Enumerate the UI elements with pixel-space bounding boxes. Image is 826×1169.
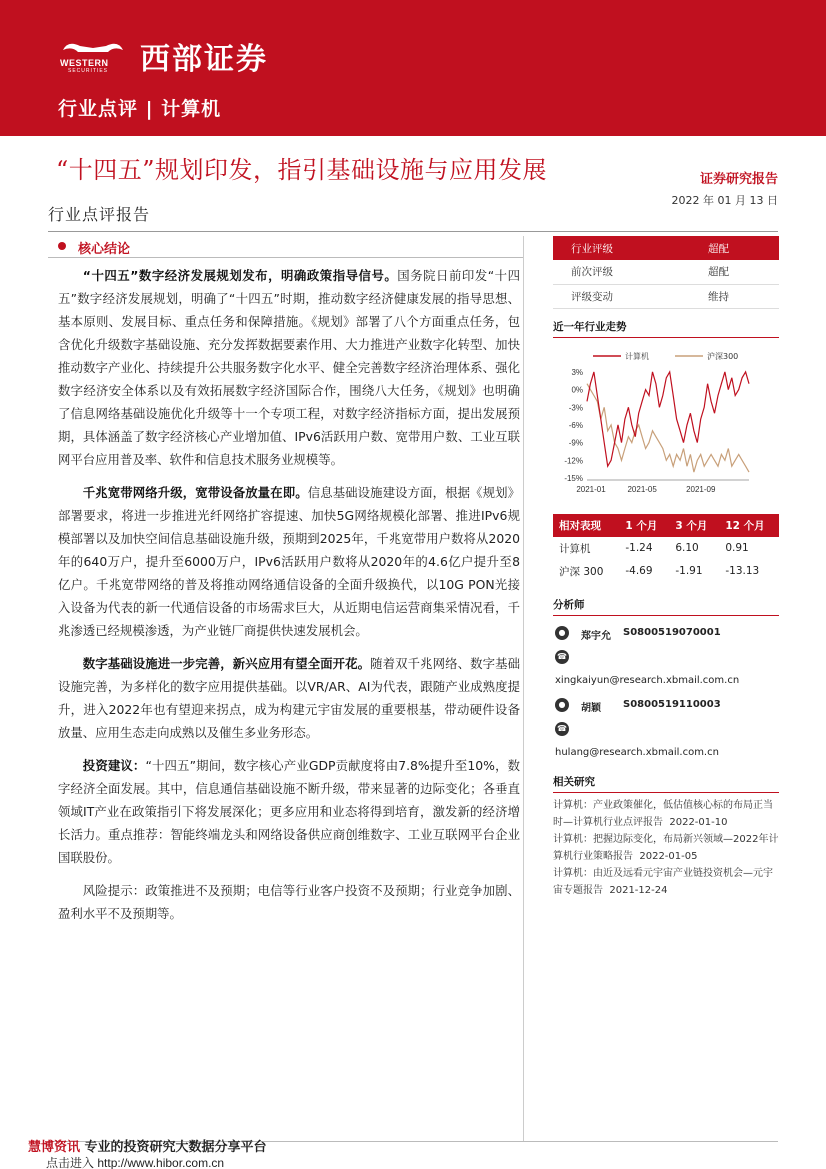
logo-chinese: 西部证券 xyxy=(140,42,268,77)
rating-label: 行业评级 xyxy=(553,236,690,260)
watermark-slogan-row xyxy=(28,1136,267,1155)
analyst-name-row xyxy=(553,694,779,718)
paragraph-lead: 数字基础设施进一步完善，新兴应用有望全面开花。 xyxy=(82,656,371,671)
header-banner xyxy=(0,0,826,136)
analyst-name-row xyxy=(553,622,779,646)
paragraph-body: 国务院日前印发“十四五”数字经济发展规划，明确了“十四五”时期，推动数字经济健康发展的指导思想、基本原则、发展目标、重点任务和保障措施。《规划》部署了八个方面重点任务，包含优化升级数字基础设施、充分发挥数据要素作用、大力推进产业数字化转型、加快推动数字产业化、持续提升公共服务数字化水平、健全完善数字经济治理体系、强化数字经济安全体系以及有效拓展数字经济国际合作，围绕八大任务，《规划》也明确了信息网络基础设施优化升级等十一个专项工程，对数字经济指标方面，提出发展预期，具体涵盖了数字经济核心产业增加值、IPv6活跃用户数、宽带用户数、工业互联网平台应用普及率、软件和信息技术服务业规模等。 xyxy=(58,268,520,467)
rating-row xyxy=(553,236,779,260)
analyst-email[interactable]: hulang@research.xbmail.com.cn xyxy=(555,746,719,758)
performance-name: 计算机 xyxy=(559,542,591,555)
legend-label: 沪深300 xyxy=(707,351,739,361)
analysts-title: 分析师 xyxy=(553,597,779,616)
watermark-brand: 慧博资讯 xyxy=(28,1140,81,1155)
performance-value: -1.91 xyxy=(675,565,703,577)
x-tick-label: 2021-09 xyxy=(686,484,716,494)
person-icon: ● xyxy=(555,626,569,640)
rating-label: 评级变动 xyxy=(553,284,690,308)
trend-title: 近一年行业走势 xyxy=(553,319,779,338)
watermark-slogan: 专业的投资研究大数据分享平台 xyxy=(84,1140,267,1155)
analyst-name: 郑宇允 xyxy=(581,630,611,642)
paragraph-body: “十四五”期间，数字核心产业GDP贡献度将由7.8%提升至10%，数字经济全面发展。其中，信息通信基础设施不断升级，带来显著的边际变化；各垂直领域IT产业在政策指引下将发展深化；更多应用和业态将得到培育，激发新的经济增长活力。重点推荐：智能终端龙头和网络设备供应商创维数字、工业互联网平台企业国联股份。 xyxy=(58,758,521,865)
watermark-link-row[interactable] xyxy=(46,1154,224,1169)
title-divider xyxy=(48,231,778,232)
performance-header-row xyxy=(553,514,779,537)
watermark-cta[interactable]: 点击进入 xyxy=(46,1156,95,1169)
performance-name: 沪深 300 xyxy=(559,565,604,578)
analyst-phone-row xyxy=(553,646,779,670)
logo-english: WESTERN xyxy=(60,58,109,68)
related-list xyxy=(553,797,779,899)
paragraph-lead: 投资建议： xyxy=(82,758,146,773)
paragraph-lead: “十四五”数字经济发展规划发布，明确政策指导信号。 xyxy=(82,268,398,283)
analyst-phone-row xyxy=(553,718,779,742)
performance-value: 6.10 xyxy=(675,542,699,554)
column-divider xyxy=(523,236,524,1142)
y-tick-label: -12% xyxy=(564,455,583,465)
x-tick-label: 2021-05 xyxy=(627,484,657,494)
related-date: 2022-01-10 xyxy=(669,816,728,828)
paragraph-risk xyxy=(48,879,524,925)
y-tick-label: -9% xyxy=(568,438,583,448)
related-date: 2021-12-24 xyxy=(609,884,668,896)
rating-value: 超配 xyxy=(690,236,779,260)
person-icon: ● xyxy=(555,698,569,712)
logo-english-sub: SECURITIES xyxy=(68,68,109,74)
paragraph-body: 随着双千兆网络、数字基础设施完善，为多样化的数字应用提供基础。以VR/AR、AI为代表，跟随产业成熟度提升，进入2022年也有望迎来拐点，成为构建元宇宙发展的重要根基，带动硬件设备放量、应用生态走向成熟以及催生多业务形态。 xyxy=(58,656,521,740)
performance-row xyxy=(553,560,779,583)
performance-value: -1.24 xyxy=(625,542,653,554)
phone-icon: ☎ xyxy=(555,650,569,664)
bullet-dot-icon xyxy=(58,242,66,250)
analyst-email-row xyxy=(553,742,779,766)
report-date: 2022 年 01 月 13 日 xyxy=(671,194,778,207)
rating-value: 超配 xyxy=(690,260,779,284)
performance-header: 相对表现 xyxy=(553,514,619,537)
legend-label: 计算机 xyxy=(625,351,649,361)
y-tick-label: 3% xyxy=(571,367,583,377)
paragraph-body: 信息基础设施建设方面，根据《规划》部署要求，将进一步推进光纤网络扩容提速、加快5G网络规模化部署、推进IPv6规模部署以及加快空间信息基础设施升级，预期到2025年，千兆宽带用户数将从2020年的640万户，提升至6000万户，IPv6活跃用户数将从2020年的4.6亿户提升至8亿户。千兆宽带网络的普及将推动网络通信设备的全面升级换代，以10G PON光接入设备为代表的新一代通信设备的市场需求巨大，从近期电信运营商集采情况看，千兆渗透已经规模渗透，为产业链厂商提供快速发展机会。 xyxy=(58,485,521,638)
paragraph-investment xyxy=(48,754,524,869)
related-text: 计算机：由近及远看元宇宙产业链投资机会—元宇宙专题报告 xyxy=(553,867,773,896)
performance-value: 0.91 xyxy=(725,542,749,554)
related-item[interactable] xyxy=(553,865,779,899)
performance-value: -13.13 xyxy=(725,565,760,577)
x-tick-label: 2021-01 xyxy=(576,484,606,494)
paragraph-lead: 千兆宽带网络升级，宽带设备放量在即。 xyxy=(82,485,308,500)
report-subtitle: 行业点评报告 xyxy=(48,205,151,224)
performance-header: 3 个月 xyxy=(669,514,719,537)
related-date: 2022-01-05 xyxy=(639,850,698,862)
trend-chart xyxy=(553,338,779,504)
rating-row xyxy=(553,260,779,284)
paragraph-body: 风险提示：政策推进不及预期；电信等行业客户投资不及预期；行业竞争加剧、盈利水平不及预期等。 xyxy=(58,883,520,921)
paragraph-broadband xyxy=(48,481,524,642)
y-tick-label: -6% xyxy=(568,420,583,430)
y-tick-label: 0% xyxy=(571,385,583,395)
section-label: 核心结论 xyxy=(78,242,131,257)
rating-value: 维持 xyxy=(690,284,779,308)
report-title: “十四五”规划印发，指引基础设施与应用发展 xyxy=(56,156,548,184)
performance-header: 1 个月 xyxy=(619,514,669,537)
report-type-label: 证券研究报告 xyxy=(699,172,778,187)
phone-icon: ☎ xyxy=(555,722,569,736)
sidebar xyxy=(553,236,779,899)
performance-header: 12 个月 xyxy=(719,514,779,537)
related-text: 计算机：把握边际变化，布局新兴领域—2022年计算机行业策略报告 xyxy=(553,833,779,862)
analyst-id: S0800519110003 xyxy=(623,698,721,710)
related-title: 相关研究 xyxy=(553,774,779,793)
related-text: 计算机：产业政策催化，低估值核心标的布局正当时—计算机行业点评报告 xyxy=(553,799,773,828)
rating-table xyxy=(553,236,779,309)
performance-value: -4.69 xyxy=(625,565,653,577)
y-tick-label: -15% xyxy=(564,473,583,483)
performance-table xyxy=(553,514,779,583)
performance-row xyxy=(553,537,779,560)
related-item[interactable] xyxy=(553,831,779,865)
paragraph-infrastructure xyxy=(48,652,524,744)
y-tick-label: -3% xyxy=(568,402,583,412)
section-header xyxy=(48,236,524,258)
report-category: 行业点评 | 计算机 xyxy=(58,98,222,120)
analyst-name: 胡颖 xyxy=(581,702,601,714)
rating-row xyxy=(553,284,779,308)
analyst-email[interactable]: xingkaiyun@research.xbmail.com.cn xyxy=(555,674,740,686)
main-content xyxy=(48,236,524,1142)
trend-chart-svg xyxy=(553,338,779,504)
analyst-email-row xyxy=(553,670,779,694)
watermark-url[interactable]: http://www.hibor.com.cn xyxy=(97,1156,225,1169)
paragraph-policy xyxy=(48,264,524,471)
series-line xyxy=(587,371,749,465)
analyst-id: S0800519070001 xyxy=(623,626,721,638)
rating-label: 前次评级 xyxy=(553,260,690,284)
related-item[interactable] xyxy=(553,797,779,831)
